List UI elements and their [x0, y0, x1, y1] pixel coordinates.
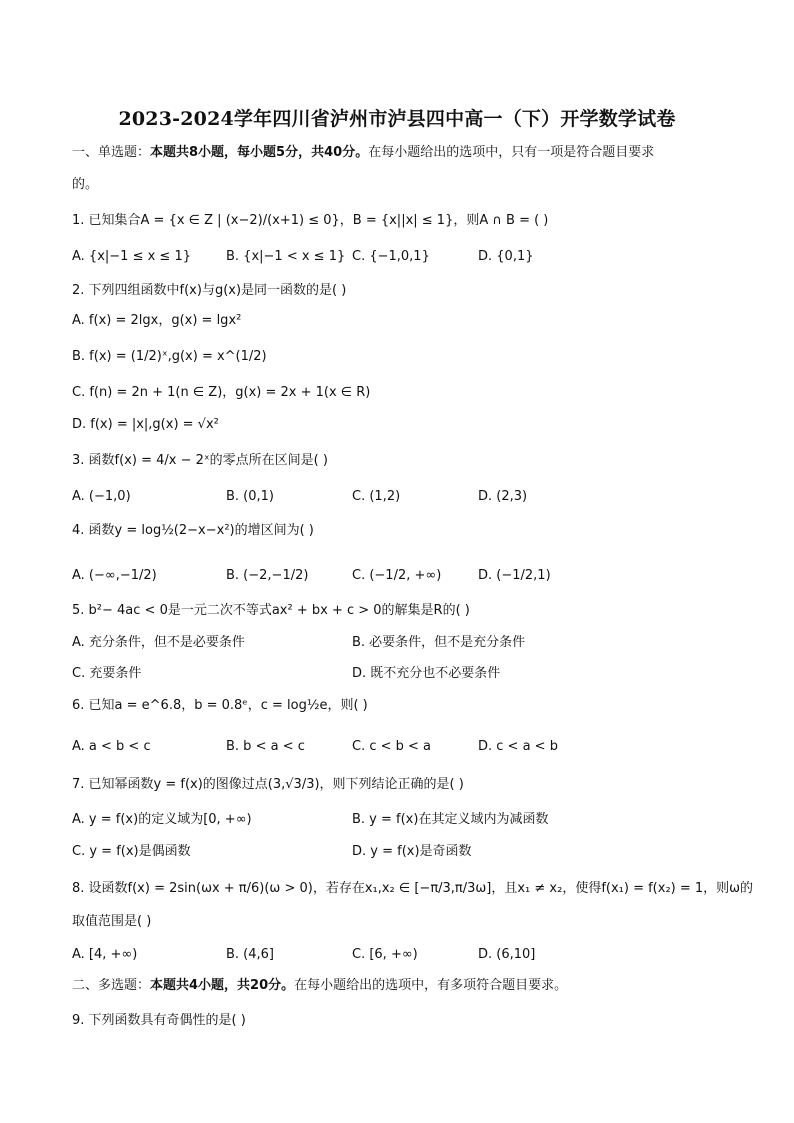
q4-option-b: B. (−2,−1/2): [226, 568, 309, 583]
section-prefix: 二、多选题：: [72, 978, 151, 993]
q1-option-c: C. {−1,0,1}: [352, 249, 430, 264]
q7-option-c: C. y = f(x)是偶函数: [72, 844, 191, 859]
q6-option-a: A. a < b < c: [72, 739, 151, 754]
q3-option-a: A. (−1,0): [72, 489, 131, 504]
q4-option-c: C. (−1/2, +∞): [352, 568, 442, 583]
question-1-stem: 1. 已知集合A = {x ∈ Z | (x−2)/(x+1) ≤ 0}，B = {x||x| ≤ 1}，则A ∩ B = ( ): [72, 213, 549, 228]
q7-option-b: B. y = f(x)在其定义域内为减函数: [352, 812, 549, 827]
question-2-stem: 2. 下列四组函数中f(x)与g(x)是同一函数的是( ): [72, 283, 347, 298]
q1-option-a: A. {x|−1 ≤ x ≤ 1}: [72, 249, 191, 264]
q7-option-a: A. y = f(x)的定义域为[0, +∞): [72, 812, 252, 827]
q7-option-d: D. y = f(x)是奇函数: [352, 844, 472, 859]
question-7-stem: 7. 已知幂函数y = f(x)的图像过点(3,√3/3)，则下列结论正确的是( ): [72, 777, 464, 792]
q2-option-c: C. f(n) = 2n + 1(n ∈ Z)，g(x) = 2x + 1(x ∈ R): [72, 385, 371, 400]
q1-option-b: B. {x|−1 < x ≤ 1}: [226, 249, 346, 264]
section-heading-single: [72, 144, 654, 162]
section-prefix: 一、单选题：: [72, 145, 151, 160]
q8-option-a: A. [4, +∞): [72, 947, 138, 962]
section-bold: 本题共8小题，每小题5分，共40分。: [150, 145, 369, 160]
q4-option-a: A. (−∞,−1/2): [72, 568, 157, 583]
question-4-stem: 4. 函数y = log½(2−x−x²)的增区间为( ): [72, 523, 314, 538]
q6-option-c: C. c < b < a: [352, 739, 432, 754]
question-3-stem: 3. 函数f(x) = 4/x − 2ˣ的零点所在区间是( ): [72, 453, 328, 468]
section-heading-multi: [72, 977, 567, 995]
question-9-stem: 9. 下列函数具有奇偶性的是( ): [72, 1013, 246, 1028]
question-5-stem: 5. b²− 4ac < 0是一元二次不等式ax² + bx + c > 0的解集是R的( ): [72, 603, 470, 618]
section-rest: 在每小题给出的选项中，只有一项是符合题目要求: [368, 145, 655, 160]
q3-option-d: D. (2,3): [478, 489, 528, 504]
q6-option-d: D. c < a < b: [478, 739, 558, 754]
q1-option-d: D. {0,1}: [478, 249, 534, 264]
q3-option-b: B. (0,1): [226, 489, 275, 504]
q3-option-c: C. (1,2): [352, 489, 401, 504]
q8-option-c: C. [6, +∞): [352, 947, 418, 962]
question-8-stem-cont: 取值范围是( ): [72, 914, 152, 929]
q5-option-b: B. 必要条件，但不是充分条件: [352, 635, 526, 650]
q2-option-a: A. f(x) = 2lgx，g(x) = lgx²: [72, 313, 242, 328]
q6-option-b: B. b < a < c: [226, 739, 305, 754]
section-heading-cont: 的。: [72, 177, 99, 192]
question-8-stem: 8. 设函数f(x) = 2sin(ωx + π/6)(ω > 0)，若存在x₁,x₂ ∈ [−π/3,π/3ω]，且x₁ ≠ x₂，使得f(x₁) = f(x₂) = 1，则ω的: [72, 881, 754, 896]
q2-option-b: B. f(x) = (1/2)ˣ,g(x) = x^(1/2): [72, 349, 267, 364]
q8-option-d: D. (6,10]: [478, 947, 536, 962]
q4-option-d: D. (−1/2,1): [478, 568, 551, 583]
section-bold: 本题共4小题，共20分。: [150, 978, 295, 993]
q5-option-d: D. 既不充分也不必要条件: [352, 666, 501, 681]
question-6-stem: 6. 已知a = e^6.8，b = 0.8ᵉ，c = log½e，则( ): [72, 698, 368, 713]
q5-option-a: A. 充分条件，但不是必要条件: [72, 635, 245, 650]
page-title: 2023-2024学年四川省泸州市泸县四中高一（下）开学数学试卷: [118, 108, 676, 130]
q5-option-c: C. 充要条件: [72, 666, 142, 681]
q8-option-b: B. (4,6]: [226, 947, 275, 962]
q2-option-d: D. f(x) = |x|,g(x) = √x²: [72, 417, 219, 432]
section-rest: 在每小题给出的选项中，有多项符合题目要求。: [294, 978, 568, 993]
